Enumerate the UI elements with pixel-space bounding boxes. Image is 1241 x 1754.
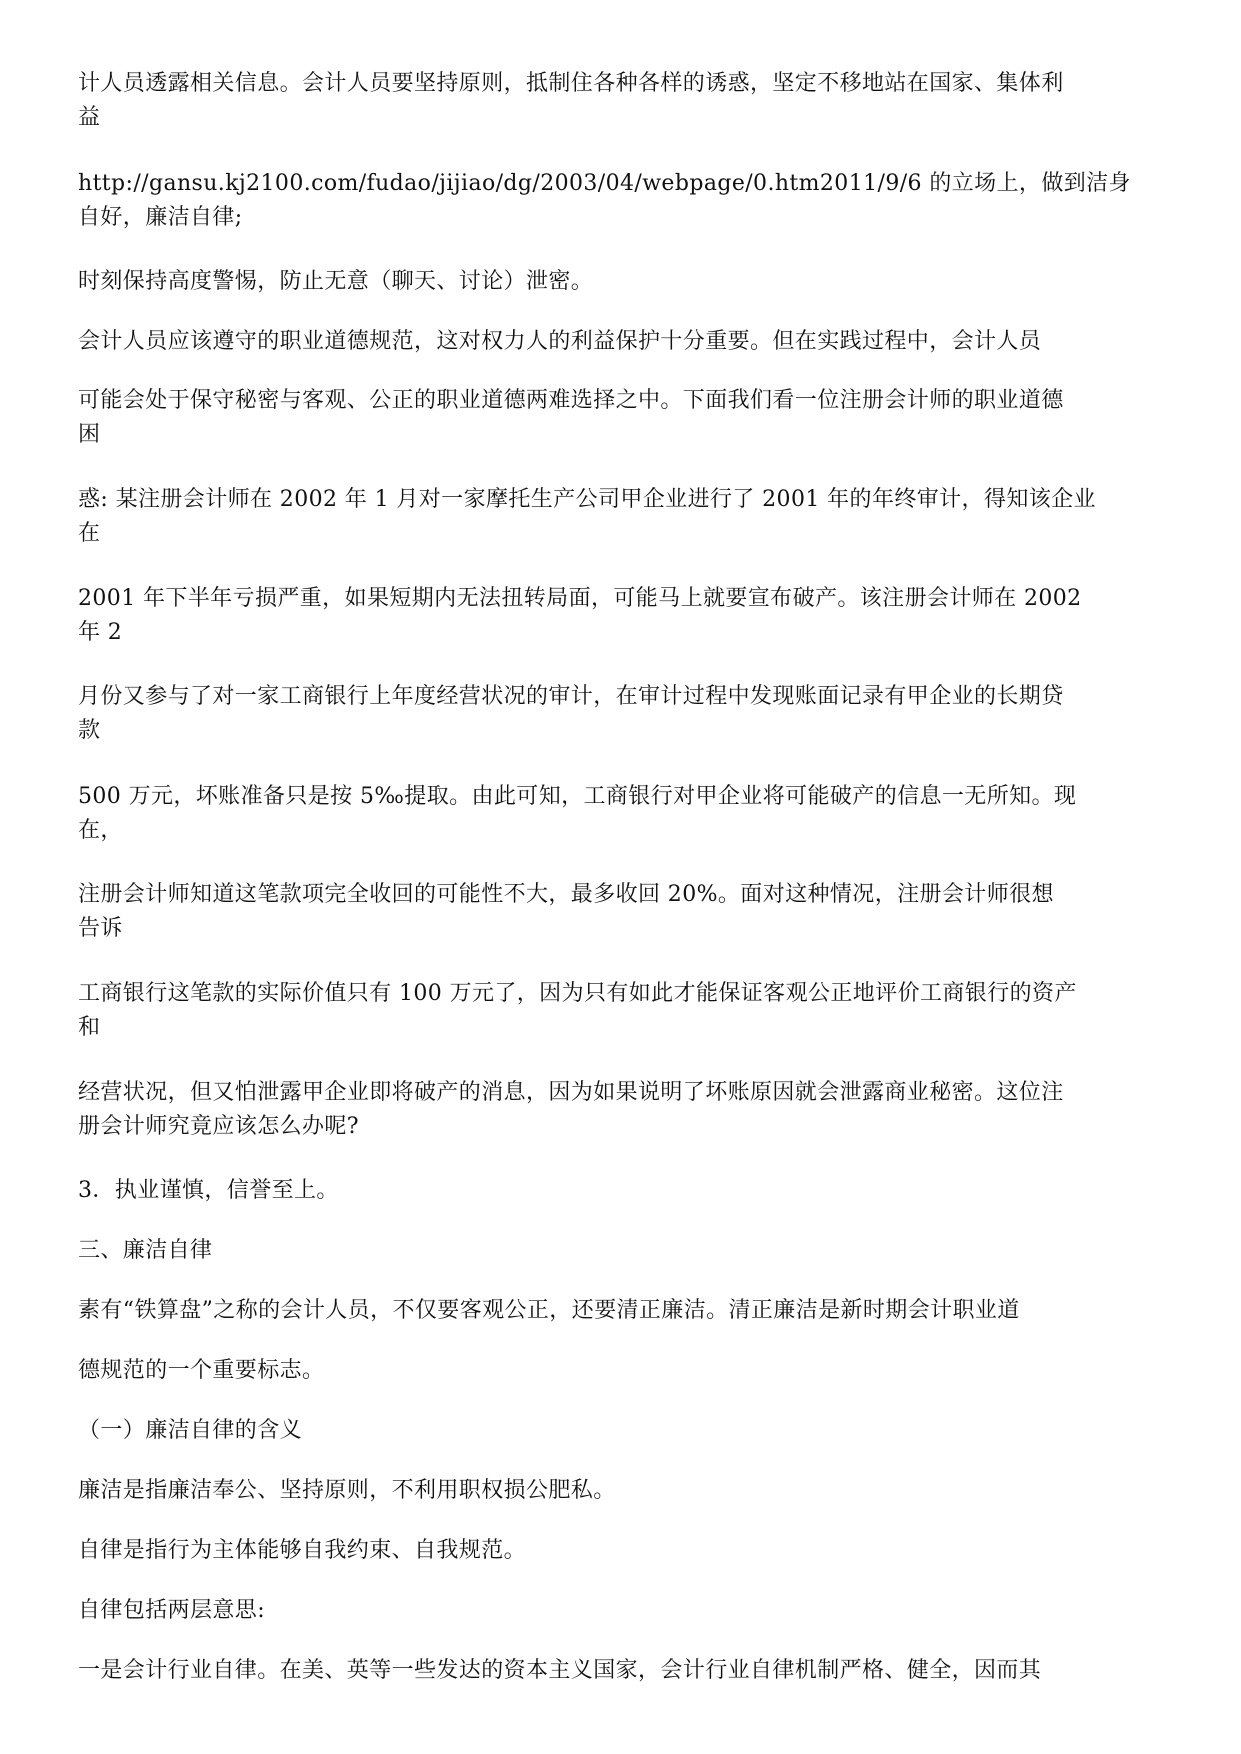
line: 册会计师究竟应该怎么办呢? [78,1114,359,1139]
line: 500 万元，坏账准备只是按 5‰提取。由此可知，工商银行对甲企业将可能破产的信息一无所知。现 [78,784,1077,809]
line: http://gansu.kj2100.com/fudao/jijiao/dg/2003/04/webpage/0.htm2011/9/6 的立场上，做到洁身 [78,171,1131,196]
paragraph-19 [78,1534,1168,1568]
paragraph-5 [78,384,1168,452]
line: 3．执业谨慎，信誉至上。 [78,1178,339,1203]
line: 在 [78,521,101,546]
line: 年 2 [78,620,123,645]
line: 可能会处于保守秘密与客观、公正的职业道德两难选择之中。下面我们看一位注册会计师的职业道德 [78,388,1064,413]
line: 素有“铁算盘”之称的会计人员，不仅要客观公正，还要清正廉洁。清正廉洁是新时期会计职业道 [78,1298,1020,1323]
line: 款 [78,718,101,743]
paragraph-6 [78,483,1168,551]
paragraph-16 [78,1354,1168,1388]
line: 时刻保持高度警惕，防止无意（聊天、讨论）泄密。 [78,269,594,294]
paragraph-12 [78,1076,1168,1144]
paragraph-8 [78,680,1168,748]
line: 在， [78,818,123,843]
line: 自好，廉洁自律; [78,205,243,230]
line: 注册会计师知道这笔款项完全收回的可能性不大，最多收回 20%。面对这种情况，注册会计师很想 [78,882,1054,907]
subsection-heading [78,1414,1168,1448]
line: 和 [78,1015,101,1040]
paragraph-21 [78,1654,1168,1688]
paragraph-2 [78,167,1168,235]
paragraph-4 [78,325,1168,359]
section-heading [78,1234,1168,1268]
line: 自律是指行为主体能够自我约束、自我规范。 [78,1538,527,1563]
paragraph-10 [78,878,1168,946]
paragraph-11 [78,977,1168,1045]
paragraph-20 [78,1594,1168,1628]
line: 一是会计行业自律。在美、英等一些发达的资本主义国家，会计行业自律机制严格、健全，因而其 [78,1658,1042,1683]
paragraph-15 [78,1294,1168,1328]
paragraph-18 [78,1474,1168,1508]
line: 惑: 某注册会计师在 2002 年 1 月对一家摩托生产公司甲企业进行了 2001 年的年终审计，得知该企业 [78,487,1096,512]
line: （一）廉洁自律的含义 [78,1418,303,1443]
paragraph-9 [78,780,1168,848]
line: 困 [78,422,101,447]
line: 益 [78,105,101,130]
line: 工商银行这笔款的实际价值只有 100 万元了，因为只有如此才能保证客观公正地评价工商银行的资产 [78,981,1077,1006]
paragraph-1 [78,67,1168,135]
line: 自律包括两层意思: [78,1598,266,1623]
line: 经营状况，但又怕泄露甲企业即将破产的消息，因为如果说明了坏账原因就会泄露商业秘密。这位注 [78,1080,1064,1105]
line: 三、廉洁自律 [78,1238,213,1263]
paragraph-7 [78,582,1168,650]
line: 2001 年下半年亏损严重，如果短期内无法扭转局面，可能马上就要宣布破产。该注册会计师在 2002 [78,586,1082,611]
paragraph-3 [78,265,1168,299]
line: 德规范的一个重要标志。 [78,1358,325,1383]
paragraph-13 [78,1174,1168,1208]
line: 月份又参与了对一家工商银行上年度经营状况的审计，在审计过程中发现账面记录有甲企业的长期贷 [78,684,1064,709]
line: 告诉 [78,916,123,941]
line: 会计人员应该遵守的职业道德规范，这对权力人的利益保护十分重要。但在实践过程中，会计人员 [78,329,1042,354]
line: 计人员透露相关信息。会计人员要坚持原则，抵制住各种各样的诱惑，坚定不移地站在国家、集体利 [78,71,1064,96]
line: 廉洁是指廉洁奉公、坚持原则，不利用职权损公肥私。 [78,1478,616,1503]
